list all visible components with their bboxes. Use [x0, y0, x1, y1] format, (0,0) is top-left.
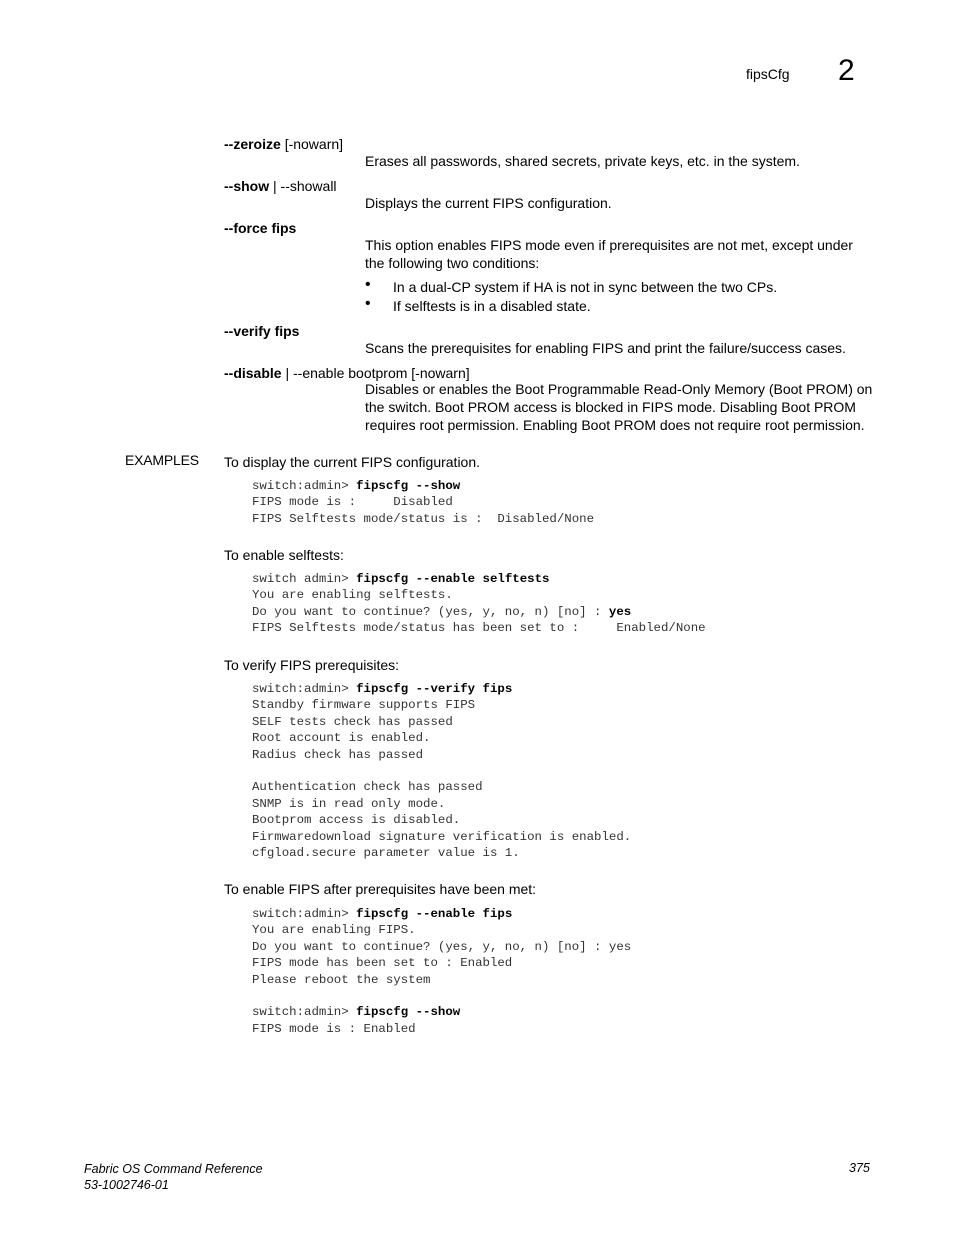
code-output: FIPS mode is : Disabled FIPS Selftests mode/status is : Disabled/None: [252, 495, 595, 526]
operand-zeroize: [224, 135, 343, 153]
example-intro: To enable selftests:: [224, 547, 344, 563]
code-command: fipscfg --enable fips: [356, 907, 513, 921]
running-header-title: fipsCfg: [746, 66, 790, 82]
operand-modifier: | --enable bootprom [-nowarn]: [285, 365, 470, 381]
code-command: fipscfg --enable selftests: [356, 572, 550, 586]
bullet-icon: •: [365, 295, 371, 312]
code-prompt: switch admin>: [252, 572, 357, 586]
operand-zeroize-description: Erases all passwords, shared secrets, private keys, etc. in the system.: [365, 153, 800, 169]
chapter-number: 2: [838, 54, 855, 87]
operand-name: --disable: [224, 365, 282, 381]
code-output: You are enabling FIPS. Do you want to continue? (yes, y, no, n) [no] : yes FIPS mode has been set to : Enabled Please reboot the system: [252, 923, 632, 987]
bullet-text: In a dual-CP system if HA is not in sync between the two CPs.: [393, 279, 778, 295]
examples-heading: EXAMPLES: [125, 452, 199, 468]
code-output: FIPS mode is : Enabled: [252, 1021, 416, 1036]
code-command: fipscfg --verify fips: [356, 682, 513, 696]
code-output: You are enabling selftests. Do you want to continue? (yes, y, no, n) [no] :: [252, 588, 602, 619]
code-block: [252, 681, 631, 861]
operand-show-description: Displays the current FIPS configuration.: [365, 195, 612, 211]
code-output: Standby firmware supports FIPS SELF tests check has passed Root account is enabled. Radius check has passed Authentication check has passed SNMP is in read only mode. Bootprom access is disabled. Firmwaredownload signature verification is enabled. cfgload.secure parameter value is 1.: [252, 698, 632, 861]
code-block: [252, 478, 594, 527]
operand-name: --show: [224, 178, 270, 194]
code-output: FIPS Selftests mode/status has been set to : Enabled/None: [252, 621, 706, 636]
code-block: [252, 906, 631, 1037]
bullet-icon: •: [365, 276, 371, 293]
footer: [84, 1161, 263, 1193]
code-prompt: switch:admin>: [252, 907, 357, 921]
example-intro: To display the current FIPS configuration.: [224, 454, 481, 470]
footer-book-title: Fabric OS Command Reference: [84, 1162, 263, 1176]
code-block: [252, 571, 706, 637]
example-intro: To enable FIPS after prerequisites have been met:: [224, 881, 537, 897]
operand-modifier: | --showall: [273, 178, 337, 194]
operand-verify-fips-description: Scans the prerequisites for enabling FIPS and print the failure/success cases.: [365, 340, 846, 356]
operand-name: --verify fips: [224, 323, 300, 339]
operand-name: --zeroize: [224, 136, 281, 152]
operand-name: --force fips: [224, 220, 297, 236]
code-command: fipscfg --show: [356, 479, 461, 493]
operand-force-fips-description: This option enables FIPS mode even if prerequisites are not met, except under the following two conditions:: [365, 237, 853, 271]
code-prompt: switch:admin>: [252, 479, 357, 493]
operand-force-fips: [224, 219, 296, 237]
code-command: fipscfg --show: [356, 1005, 461, 1020]
operand-verify-fips: [224, 322, 299, 340]
code-answer: yes: [608, 604, 632, 619]
code-prompt: switch:admin>: [252, 1005, 357, 1020]
operand-show: [224, 177, 337, 195]
page-number: 375: [849, 1161, 870, 1175]
code-prompt: switch:admin>: [252, 682, 357, 696]
footer-doc-number: 53-1002746-01: [84, 1178, 169, 1192]
example-intro: To verify FIPS prerequisites:: [224, 657, 400, 673]
operand-bootprom-description: Disables or enables the Boot Programmable Read-Only Memory (Boot PROM) on the switch. Boot PROM access is blocked in FIPS mode. Disabling Boot PROM requires root permission. Enabling Boot PROM does not require root permission.: [365, 381, 873, 433]
bullet-text: If selftests is in a disabled state.: [393, 298, 591, 314]
operand-modifier: [-nowarn]: [284, 136, 344, 152]
